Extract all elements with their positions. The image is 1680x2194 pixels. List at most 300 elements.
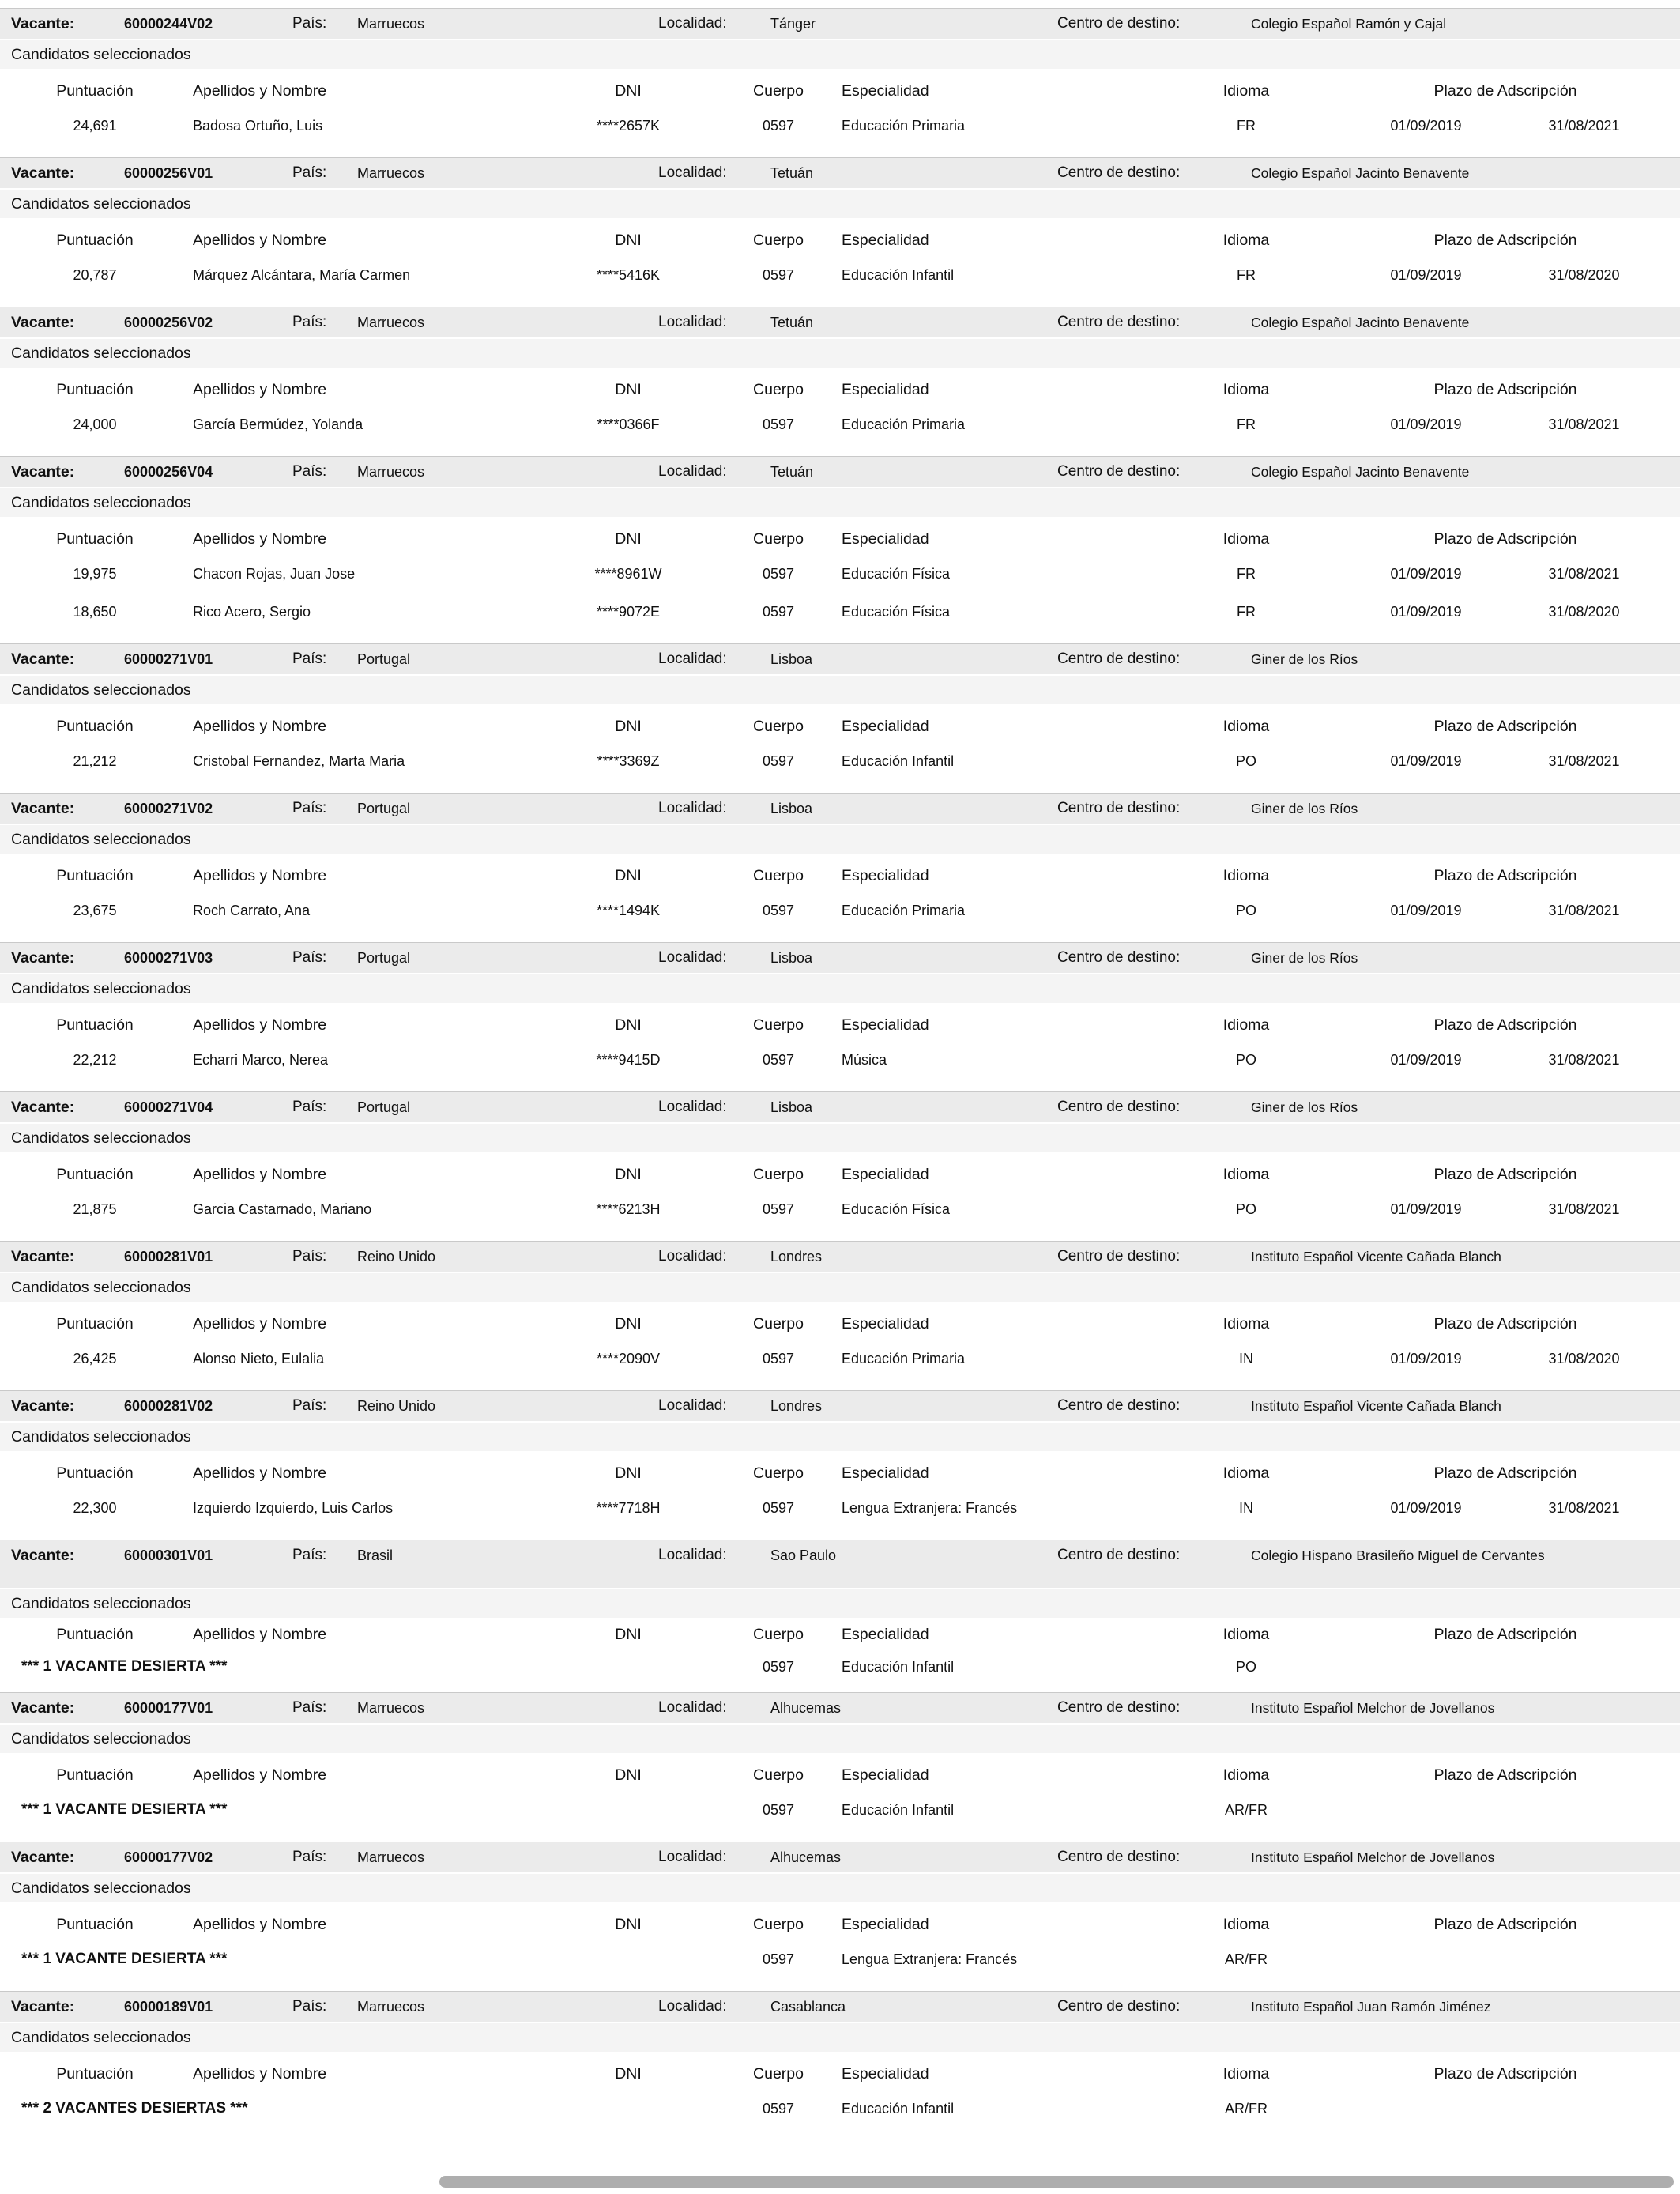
idioma-value: FR [1237,566,1256,582]
col-plazo-adscripcion: Plazo de Adscripción [1433,1916,1577,1933]
col-plazo-adscripcion: Plazo de Adscripción [1433,1315,1577,1333]
puntuacion-value: 24,691 [73,118,117,134]
localidad-value: Tetuán [770,464,814,480]
idioma-value: PO [1235,903,1256,918]
candidatos-band [0,1423,1680,1451]
col-dni: DNI [615,2065,642,2083]
col-puntuacion: Puntuación [56,1766,134,1784]
vacante-header-band [0,1692,1680,1723]
candidatos-band [0,488,1680,517]
localidad-value: Londres [770,1398,823,1414]
especialidad-value: Educación Infantil [842,1802,955,1818]
column-header-row [0,374,1680,405]
cuerpo-value: 0597 [762,1351,795,1367]
apellidos-nombre-value: Cristobal Fernandez, Marta Maria [193,753,405,769]
cuerpo-value: 0597 [762,566,795,582]
vacante-code: 60000271V03 [124,950,213,966]
dni-value: ****0366F [597,417,660,432]
col-puntuacion: Puntuación [56,381,134,398]
vacante-block [0,1091,1680,1241]
col-cuerpo: Cuerpo [753,1315,804,1333]
pais-label: País: [292,949,327,966]
vacante-block [0,307,1680,456]
cuerpo-value: 0597 [762,2101,795,2117]
col-especialidad: Especialidad [842,1916,929,1933]
especialidad-value: Educación Infantil [842,753,955,769]
col-dni: DNI [615,381,642,398]
col-cuerpo: Cuerpo [753,718,804,735]
dni-value: ****2090V [596,1351,661,1367]
localidad-value: Sao Paulo [770,1547,837,1563]
apellidos-nombre-value: Rico Acero, Sergio [193,604,311,620]
dni-value: ****1494K [596,903,661,918]
dni-value: ****9072E [596,604,661,620]
plazo-hasta-value: 31/08/2021 [1548,1500,1620,1516]
cuerpo-value: 0597 [762,267,795,283]
col-puntuacion: Puntuación [56,718,134,735]
centro-destino-value: Colegio Español Jacinto Benavente [1251,464,1470,480]
puntuacion-value: 22,300 [73,1500,117,1516]
col-cuerpo: Cuerpo [753,1016,804,1034]
candidatos-band [0,1589,1680,1618]
plazo-hasta-value: 31/08/2021 [1548,1201,1620,1217]
centro-destino-label: Centro de destino: [1057,1099,1181,1115]
col-apellidos-nombre: Apellidos y Nombre [193,1626,327,1643]
col-idioma: Idioma [1222,1016,1270,1034]
col-cuerpo: Cuerpo [753,867,804,884]
column-header-row [0,1909,1680,1940]
idioma-value: AR/FR [1225,2101,1268,2117]
col-puntuacion: Puntuación [56,530,134,548]
col-apellidos-nombre: Apellidos y Nombre [193,1016,327,1034]
vacante-code: 60000271V02 [124,801,213,816]
vacante-header-band [0,1091,1680,1122]
col-puntuacion: Puntuación [56,1626,134,1643]
candidatos-band [0,190,1680,218]
centro-destino-value: Giner de los Ríos [1251,950,1358,966]
col-idioma: Idioma [1222,718,1270,735]
vacante-header-band [0,1991,1680,2022]
especialidad-value: Educación Infantil [842,1659,955,1675]
pais-value: Portugal [357,801,411,816]
pais-value: Brasil [357,1547,394,1563]
candidatos-band [0,1273,1680,1302]
col-idioma: Idioma [1222,232,1270,249]
pais-label: País: [292,1849,327,1865]
centro-destino-label: Centro de destino: [1057,314,1181,330]
pais-value: Portugal [357,950,411,966]
localidad-value: Alhucemas [770,1700,842,1716]
col-dni: DNI [615,232,642,249]
centro-destino-value: Instituto Español Vicente Cañada Blanch [1251,1249,1501,1265]
pais-value: Marruecos [357,1700,425,1716]
col-puntuacion: Puntuación [56,232,134,249]
especialidad-value: Educación Primaria [842,1351,966,1367]
col-dni: DNI [615,82,642,100]
col-apellidos-nombre: Apellidos y Nombre [193,381,327,398]
candidatos-label: Candidatos seleccionados [11,1279,191,1296]
puntuacion-value: 18,650 [73,604,117,620]
cuerpo-value: 0597 [762,1201,795,1217]
pais-value: Portugal [357,1099,411,1115]
puntuacion-value: 21,875 [73,1201,117,1217]
candidate-row [0,555,1680,593]
col-idioma: Idioma [1222,2065,1270,2083]
vacante-block [0,1692,1680,1842]
dni-value: ****8961W [594,566,662,582]
candidatos-label: Candidatos seleccionados [11,1879,191,1897]
puntuacion-value: 19,975 [73,566,117,582]
col-especialidad: Especialidad [842,1016,929,1034]
pais-value: Marruecos [357,1849,425,1865]
pais-label: País: [292,650,327,667]
centro-destino-value: Colegio Español Jacinto Benavente [1251,315,1470,330]
candidatos-band [0,339,1680,368]
vacante-block [0,456,1680,643]
vacante-header-band [0,8,1680,39]
candidate-row [0,2090,1680,2128]
vacante-label: Vacante: [11,1248,75,1265]
col-especialidad: Especialidad [842,381,929,398]
col-idioma: Idioma [1222,1766,1270,1784]
dni-value: ****9415D [596,1052,661,1068]
candidatos-label: Candidatos seleccionados [11,494,191,511]
vacante-code: 60000244V02 [124,16,213,32]
vacante-block [0,1540,1680,1692]
localidad-value: Londres [770,1249,823,1265]
candidate-row [0,593,1680,631]
cuerpo-value: 0597 [762,903,795,918]
horizontal-scrollbar-thumb[interactable] [439,2176,1674,2188]
vacante-block [0,643,1680,793]
localidad-label: Localidad: [658,164,727,181]
candidatos-band [0,40,1680,69]
vacante-label: Vacante: [11,1099,75,1116]
column-header-row [0,2058,1680,2090]
col-puntuacion: Puntuación [56,1315,134,1333]
cuerpo-value: 0597 [762,417,795,432]
cuerpo-value: 0597 [762,118,795,134]
apellidos-nombre-value: Echarri Marco, Nerea [193,1052,329,1068]
cuerpo-value: 0597 [762,1659,795,1675]
vacante-code: 60000271V01 [124,651,213,667]
pais-value: Portugal [357,651,411,667]
col-cuerpo: Cuerpo [753,82,804,100]
col-especialidad: Especialidad [842,1315,929,1333]
plazo-desde-value: 01/09/2019 [1390,604,1462,620]
col-apellidos-nombre: Apellidos y Nombre [193,867,327,884]
col-cuerpo: Cuerpo [753,1166,804,1183]
col-plazo-adscripcion: Plazo de Adscripción [1433,1766,1577,1784]
candidatos-label: Candidatos seleccionados [11,980,191,997]
col-idioma: Idioma [1222,1465,1270,1482]
vacante-header-band [0,1540,1680,1588]
centro-destino-value: Instituto Español Melchor de Jovellanos [1251,1849,1495,1865]
candidate-row [0,1940,1680,1978]
cuerpo-value: 0597 [762,1052,795,1068]
column-header-row [0,1457,1680,1489]
col-especialidad: Especialidad [842,1166,929,1183]
col-dni: DNI [615,1016,642,1034]
puntuacion-value: 22,212 [73,1052,117,1068]
pais-value: Marruecos [357,464,425,480]
apellidos-nombre-value: Chacon Rojas, Juan Jose [193,566,356,582]
col-dni: DNI [615,867,642,884]
vacante-header-band [0,643,1680,674]
col-dni: DNI [615,530,642,548]
candidate-row [0,742,1680,780]
candidatos-label: Candidatos seleccionados [11,2029,191,2046]
plazo-hasta-value: 31/08/2021 [1548,417,1620,432]
idioma-value: PO [1235,753,1256,769]
candidatos-band [0,1124,1680,1152]
column-header-row [0,1159,1680,1190]
pais-label: País: [292,1547,327,1563]
puntuacion-value: 24,000 [73,417,117,432]
candidate-row [0,1340,1680,1378]
vacante-label: Vacante: [11,800,75,817]
vacante-header-band [0,793,1680,824]
plazo-desde-value: 01/09/2019 [1390,566,1462,582]
candidatos-label: Candidatos seleccionados [11,1428,191,1446]
localidad-label: Localidad: [658,1849,727,1865]
vacante-desierta-text: *** 1 VACANTE DESIERTA *** [21,1658,228,1675]
col-cuerpo: Cuerpo [753,1766,804,1784]
candidatos-band [0,825,1680,854]
col-idioma: Idioma [1222,1166,1270,1183]
puntuacion-value: 26,425 [73,1351,117,1367]
plazo-desde-value: 01/09/2019 [1390,1052,1462,1068]
localidad-label: Localidad: [658,1397,727,1414]
vacante-code: 60000189V01 [124,1999,213,2015]
col-idioma: Idioma [1222,1315,1270,1333]
apellidos-nombre-value: Izquierdo Izquierdo, Luis Carlos [193,1500,394,1516]
plazo-hasta-value: 31/08/2021 [1548,118,1620,134]
plazo-desde-value: 01/09/2019 [1390,1351,1462,1367]
col-cuerpo: Cuerpo [753,1626,804,1643]
idioma-value: PO [1235,1201,1256,1217]
vacante-label: Vacante: [11,1547,75,1564]
vacante-code: 60000256V01 [124,165,213,181]
vacante-header-band [0,1241,1680,1272]
vacante-desierta-text: *** 1 VACANTE DESIERTA *** [21,1801,228,1818]
vacante-code: 60000271V04 [124,1099,213,1115]
column-header-row [0,860,1680,892]
col-cuerpo: Cuerpo [753,2065,804,2083]
plazo-desde-value: 01/09/2019 [1390,1500,1462,1516]
localidad-label: Localidad: [658,1699,727,1716]
localidad-value: Lisboa [770,1099,813,1115]
col-especialidad: Especialidad [842,718,929,735]
centro-destino-label: Centro de destino: [1057,650,1181,667]
localidad-label: Localidad: [658,650,727,667]
candidatos-label: Candidatos seleccionados [11,1730,191,1747]
candidatos-label: Candidatos seleccionados [11,1595,191,1612]
col-plazo-adscripcion: Plazo de Adscripción [1433,381,1577,398]
column-header-row [0,75,1680,107]
candidatos-band [0,974,1680,1003]
localidad-label: Localidad: [658,1547,727,1563]
centro-destino-value: Colegio Español Jacinto Benavente [1251,165,1470,181]
col-cuerpo: Cuerpo [753,232,804,249]
col-cuerpo: Cuerpo [753,1916,804,1933]
localidad-value: Alhucemas [770,1849,842,1865]
col-puntuacion: Puntuación [56,1166,134,1183]
idioma-value: IN [1239,1500,1253,1516]
col-idioma: Idioma [1222,867,1270,884]
puntuacion-value: 21,212 [73,753,117,769]
pais-label: País: [292,800,327,816]
plazo-hasta-value: 31/08/2021 [1548,753,1620,769]
apellidos-nombre-value: Márquez Alcántara, María Carmen [193,267,411,283]
column-header-row [0,1759,1680,1791]
col-especialidad: Especialidad [842,1465,929,1482]
vacante-label: Vacante: [11,650,75,668]
pais-label: País: [292,1397,327,1414]
col-puntuacion: Puntuación [56,867,134,884]
col-apellidos-nombre: Apellidos y Nombre [193,1465,327,1482]
centro-destino-value: Instituto Español Melchor de Jovellanos [1251,1700,1495,1716]
centro-destino-value: Giner de los Ríos [1251,801,1358,816]
col-dni: DNI [615,1465,642,1482]
especialidad-value: Educación Física [842,566,951,582]
col-puntuacion: Puntuación [56,82,134,100]
col-plazo-adscripcion: Plazo de Adscripción [1433,1465,1577,1482]
pais-label: País: [292,1998,327,2015]
centro-destino-value: Giner de los Ríos [1251,651,1358,667]
centro-destino-value: Instituto Español Juan Ramón Jiménez [1251,1999,1491,2015]
plazo-hasta-value: 31/08/2021 [1548,1052,1620,1068]
plazo-desde-value: 01/09/2019 [1390,118,1462,134]
centro-destino-value: Colegio Español Ramón y Cajal [1251,16,1447,32]
candidatos-label: Candidatos seleccionados [11,681,191,699]
column-header-row [0,1619,1680,1649]
pais-label: País: [292,1699,327,1716]
col-plazo-adscripcion: Plazo de Adscripción [1433,530,1577,548]
localidad-value: Tetuán [770,165,814,181]
cuerpo-value: 0597 [762,604,795,620]
localidad-label: Localidad: [658,800,727,816]
vacante-code: 60000281V01 [124,1249,213,1265]
especialidad-value: Música [842,1052,887,1068]
pais-value: Marruecos [357,165,425,181]
plazo-hasta-value: 31/08/2020 [1548,1351,1620,1367]
vacante-label: Vacante: [11,1699,75,1717]
col-especialidad: Especialidad [842,1766,929,1784]
dni-value: ****6213H [596,1201,661,1217]
vacante-block [0,157,1680,307]
col-idioma: Idioma [1222,82,1270,100]
apellidos-nombre-value: Garcia Castarnado, Mariano [193,1201,372,1217]
col-plazo-adscripcion: Plazo de Adscripción [1433,82,1577,100]
candidate-row [0,892,1680,929]
vacante-desierta-text: *** 2 VACANTES DESIERTAS *** [21,2100,248,2117]
col-apellidos-nombre: Apellidos y Nombre [193,530,327,548]
localidad-value: Lisboa [770,801,813,816]
col-puntuacion: Puntuación [56,1465,134,1482]
dni-value: ****3369Z [597,753,660,769]
idioma-value: FR [1237,267,1256,283]
candidate-row [0,1649,1680,1684]
plazo-hasta-value: 31/08/2020 [1548,604,1620,620]
candidate-row [0,1190,1680,1228]
cuerpo-value: 0597 [762,753,795,769]
col-cuerpo: Cuerpo [753,530,804,548]
vacante-code: 60000281V02 [124,1398,213,1414]
dni-value: ****2657K [596,118,661,134]
centro-destino-value: Colegio Hispano Brasileño Miguel de Cervantes [1251,1547,1545,1563]
pais-value: Reino Unido [357,1249,436,1265]
plazo-desde-value: 01/09/2019 [1390,753,1462,769]
col-apellidos-nombre: Apellidos y Nombre [193,1766,327,1784]
candidatos-band [0,2023,1680,2052]
vacante-code: 60000177V01 [124,1700,213,1716]
vacante-label: Vacante: [11,1849,75,1866]
vacante-block [0,1991,1680,2140]
col-plazo-adscripcion: Plazo de Adscripción [1433,2065,1577,2083]
col-cuerpo: Cuerpo [753,381,804,398]
vacante-label: Vacante: [11,1397,75,1415]
vacante-desierta-text: *** 1 VACANTE DESIERTA *** [21,1951,228,1967]
dni-value: ****5416K [596,267,661,283]
col-puntuacion: Puntuación [56,1916,134,1933]
localidad-label: Localidad: [658,15,727,32]
vacante-header-band [0,1390,1680,1421]
vacante-header-band [0,942,1680,973]
idioma-value: FR [1237,604,1256,620]
localidad-value: Tánger [770,16,816,32]
candidatos-label: Candidatos seleccionados [11,345,191,362]
candidatos-band [0,1874,1680,1902]
col-dni: DNI [615,1626,642,1643]
idioma-value: FR [1237,118,1256,134]
candidatos-label: Candidatos seleccionados [11,46,191,63]
col-plazo-adscripcion: Plazo de Adscripción [1433,1166,1577,1183]
plazo-desde-value: 01/09/2019 [1390,417,1462,432]
localidad-label: Localidad: [658,314,727,330]
localidad-label: Localidad: [658,463,727,480]
col-plazo-adscripcion: Plazo de Adscripción [1433,718,1577,735]
pais-value: Reino Unido [357,1398,436,1414]
idioma-value: AR/FR [1225,1951,1268,1967]
col-dni: DNI [615,1166,642,1183]
column-header-row [0,224,1680,256]
especialidad-value: Educación Infantil [842,2101,955,2117]
idioma-value: PO [1235,1052,1256,1068]
vacante-label: Vacante: [11,1998,75,2015]
candidatos-label: Candidatos seleccionados [11,1129,191,1147]
especialidad-value: Educación Primaria [842,417,966,432]
column-header-row [0,1009,1680,1041]
col-especialidad: Especialidad [842,1626,929,1643]
candidate-row [0,256,1680,294]
centro-destino-label: Centro de destino: [1057,800,1181,816]
apellidos-nombre-value: Roch Carrato, Ana [193,903,311,918]
vacante-label: Vacante: [11,949,75,967]
column-header-row [0,523,1680,555]
centro-destino-label: Centro de destino: [1057,164,1181,181]
vacante-code: 60000256V04 [124,464,213,480]
col-apellidos-nombre: Apellidos y Nombre [193,718,327,735]
vacante-header-band [0,157,1680,188]
puntuacion-value: 20,787 [73,267,117,283]
column-header-row [0,711,1680,742]
col-especialidad: Especialidad [842,2065,929,2083]
vacante-label: Vacante: [11,314,75,331]
localidad-label: Localidad: [658,1998,727,2015]
vacante-code: 60000177V02 [124,1849,213,1865]
candidatos-band [0,676,1680,704]
